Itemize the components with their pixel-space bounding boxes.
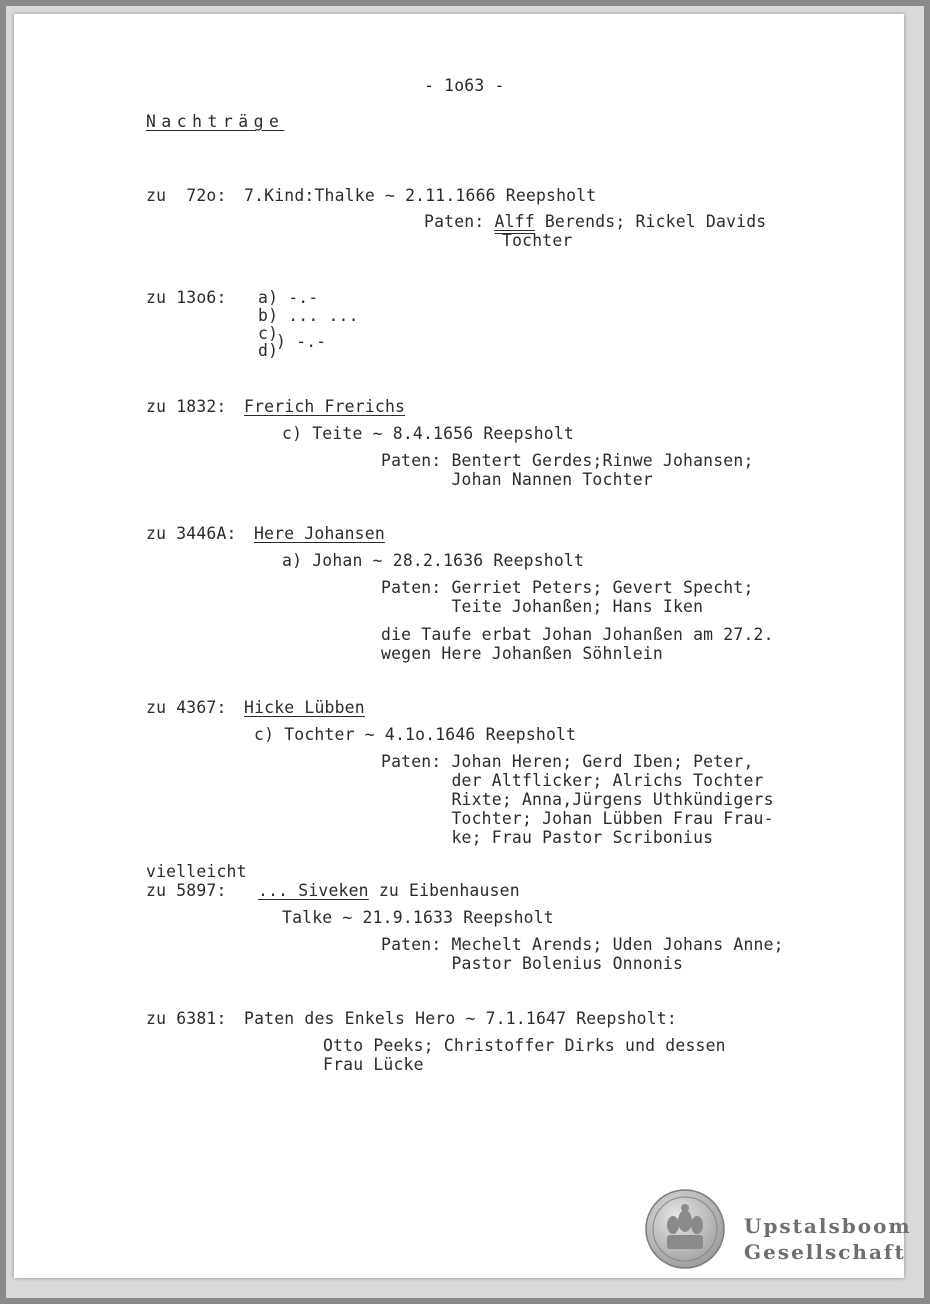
entry-4367-ref: zu 4367: — [146, 698, 227, 717]
entry-6381-line3: Frau Lücke — [323, 1055, 424, 1074]
entry-720-ref: zu 72o: — [146, 186, 227, 205]
entry-3446a-name: Here Johansen — [254, 524, 385, 543]
entry-3446a-note1: die Taufe erbat Johan Johanßen am 27.2. — [381, 625, 774, 644]
entry-4367-paten3: Rixte; Anna,Jürgens Uthkündigers — [381, 790, 774, 809]
entry-3446a-note2: wegen Here Johanßen Söhnlein — [381, 644, 663, 663]
entry-720-paten-label: Paten: — [424, 212, 485, 231]
entry-5897-name-line — [258, 881, 520, 901]
brand-line1: Upstalsboom — [744, 1214, 912, 1238]
entry-5897-name-rest: zu Eibenhausen — [368, 881, 520, 900]
entry-720-paten-underlined: Alff — [494, 212, 535, 231]
page-number: - 1o63 - — [424, 76, 505, 95]
entry-1306-b: b) ... ... — [258, 306, 359, 325]
entry-1832-paten1: Paten: Bentert Gerdes;Rinwe Johansen; — [381, 451, 754, 470]
entry-5897-prefix: vielleicht — [146, 862, 247, 881]
entry-720-line1: 7.Kind:Thalke ~ 2.11.1666 Reepsholt — [244, 186, 597, 205]
entry-720-paten — [424, 212, 766, 232]
entry-4367-paten2: der Altflicker; Alrichs Tochter — [381, 771, 764, 790]
seal-logo-icon — [645, 1189, 725, 1269]
entry-1306-cd-value: ) -.- — [276, 332, 327, 351]
entry-1832-paten2: Johan Nannen Tochter — [381, 470, 653, 489]
entry-3446a-line1: a) Johan ~ 28.2.1636 Reepsholt — [282, 551, 585, 570]
entry-1832-line1: c) Teite ~ 8.4.1656 Reepsholt — [282, 424, 574, 443]
entry-1832-name: Frerich Frerichs — [244, 397, 406, 416]
heading-nachtraege: Nachträge — [146, 112, 285, 131]
entry-4367-line1: c) Tochter ~ 4.1o.1646 Reepsholt — [254, 725, 577, 744]
entry-6381-ref: zu 6381: — [146, 1009, 227, 1028]
entry-5897-line1: Talke ~ 21.9.1633 Reepsholt — [282, 908, 554, 927]
entry-1306-d: d) — [258, 341, 279, 360]
entry-6381-line1: Paten des Enkels Hero ~ 7.1.1647 Reepsholt: — [244, 1009, 677, 1028]
entry-5897-name: ... Siveken — [258, 881, 369, 900]
entry-5897-ref: zu 5897: — [146, 881, 227, 900]
entry-4367-name: Hicke Lübben — [244, 698, 365, 717]
entry-720-paten-line2: Tochter — [502, 231, 573, 250]
entry-4367-paten5: ke; Frau Pastor Scribonius — [381, 828, 714, 847]
entry-720-paten-rest: Berends; Rickel Davids — [534, 212, 767, 231]
entry-3446a-paten2: Teite Johanßen; Hans Iken — [381, 597, 704, 616]
entry-1306-c: c) — [258, 324, 279, 343]
entry-3446a-paten1: Paten: Gerriet Peters; Gevert Specht; — [381, 578, 754, 597]
entry-3446a-ref: zu 3446A: — [146, 524, 237, 543]
entry-4367-paten4: Tochter; Johan Lübben Frau Frau- — [381, 809, 774, 828]
brand-line2: Gesellschaft — [744, 1240, 906, 1264]
entry-6381-line2: Otto Peeks; Christoffer Dirks und dessen — [323, 1036, 726, 1055]
entry-1306-ref: zu 13o6: — [146, 288, 227, 307]
entry-5897-paten1: Paten: Mechelt Arends; Uden Johans Anne; — [381, 935, 784, 954]
entry-4367-paten1: Paten: Johan Heren; Gerd Iben; Peter, — [381, 752, 754, 771]
entry-5897-paten2: Pastor Bolenius Onnonis — [381, 954, 684, 973]
entry-1832-ref: zu 1832: — [146, 397, 227, 416]
entry-1306-a: a) -.- — [258, 288, 319, 307]
